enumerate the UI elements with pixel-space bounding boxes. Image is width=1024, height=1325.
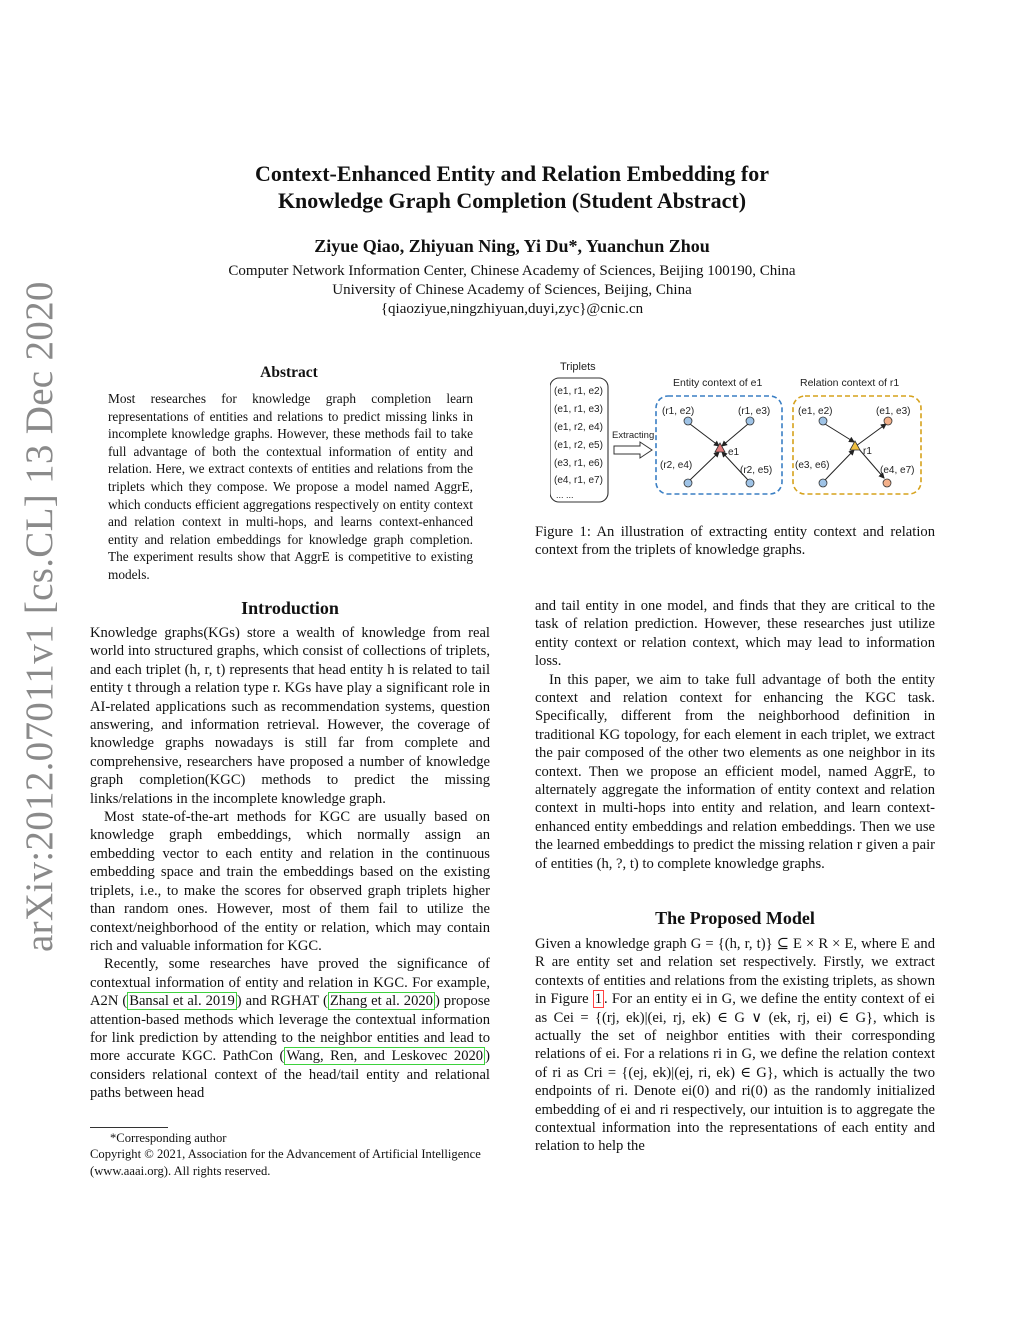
entity-node-1 — [684, 417, 692, 425]
relation-node-label-2: (e1, e3) — [876, 406, 911, 417]
edge-e1-2 — [722, 424, 748, 446]
citation-wang-2020[interactable]: Wang, Ren, and Leskovec 2020 — [286, 1048, 484, 1065]
footnote-rule — [90, 1127, 168, 1128]
edge-r1-1 — [825, 424, 854, 442]
title-line-2: Knowledge Graph Completion (Student Abstract) — [277, 188, 747, 213]
right-column-intro — [535, 597, 935, 873]
extracting-label: Extracting — [612, 430, 655, 441]
citation-zhang-2020[interactable]: Zhang et al. 2020 — [329, 993, 433, 1010]
arxiv-stamp: arXiv:2012.07011v1 [cs.CL] 13 Dec 2020 — [18, 281, 61, 952]
right-paragraph-1: and tail entity in one model, and finds that they are critical to the task of relation prediction. However, these researches just utilize entity context or relation context, which may lead to information loss. — [535, 598, 935, 670]
figure-1 — [550, 356, 945, 506]
entity-node-4 — [746, 479, 754, 487]
intro-paragraph-3 — [90, 955, 490, 1102]
copyright-notice: Copyright © 2021, Association for the Advancement of Artificial Intelligence (www.aaai.org). All rights reserved. — [90, 1147, 481, 1178]
affiliations — [0, 262, 1024, 319]
arxiv-stamp-wrapper — [14, 281, 66, 952]
triplet-4: (e1, r2, e5) — [554, 440, 603, 451]
triplet-5: (e3, r1, e6) — [554, 458, 603, 469]
intro-p3-part-c: ) propose attention-based methods which leverage the contextual information for link prediction by attending to the neighbor entities and lead to more accurate KGC. PathCon ( — [90, 993, 491, 1065]
intro-paragraph-1: Knowledge graphs(KGs) store a wealth of knowledge from real world into structured graphs, which consist of collections of triplets, and each triplet (h, r, t) represents that head entity h is related to tail entity t through a relation type r. KGs have play a significant role in AI-related applications such as recommendation systems, question answering, and information retrieval. However, the coverage of knowledge graphs nowadays is still far from complete and comprehensive, researchers have proposed a number of knowledge graph completion(KGC) methods to predict the missing links/relations in the incomplete knowledge graph. — [90, 625, 490, 807]
relation-node-2 — [884, 417, 892, 425]
author-list: Ziyue Qiao, Zhiyuan Ning, Yi Du*, Yuanchun Zhou — [314, 236, 710, 256]
entity-node-label-2: (r1, e3) — [738, 406, 771, 417]
edge-e1-3 — [690, 452, 719, 480]
intro-p3-part-b: ) and RGHAT ( — [236, 993, 328, 1010]
paper-title — [0, 160, 1024, 214]
figure-1-reference[interactable]: 1 — [594, 991, 603, 1008]
affiliation-1: Computer Network Information Center, Chinese Academy of Sciences, Beijing 100190, China — [228, 263, 796, 279]
introduction-heading: Introduction — [241, 598, 339, 618]
citation-bansal-2019[interactable]: Bansal et al. 2019 — [129, 993, 235, 1010]
affiliation-2: University of Chinese Academy of Sciences, Beijing, China — [332, 282, 692, 298]
relation-context-title: Relation context of r1 — [800, 377, 900, 389]
model-part-1: Given a knowledge graph G = {(h, r, t)} ⊆ E × R × E, where E and R are entity set and relation set respectively. Firstly, we extract contexts of entities and relations from the existing triplets, as shown in Figure — [535, 936, 935, 1008]
relation-center-node — [850, 441, 860, 450]
corresponding-author-note: *Corresponding author — [110, 1131, 227, 1145]
intro-p3-part-a: Recently, some researches have proved the significance of contextual information of entity and relation in KGC. For example, A2N ( — [90, 956, 490, 1010]
title-line-1: Context-Enhanced Entity and Relation Embedding for — [254, 161, 769, 186]
intro-p3-part-d: ) considers relational context of the head/tail entity and relational paths between head — [90, 1048, 490, 1102]
triplet-1: (e1, r1, e2) — [554, 386, 603, 397]
proposed-model-heading: The Proposed Model — [655, 908, 815, 928]
entity-context-title: Entity context of e1 — [673, 377, 763, 389]
relation-node-label-1: (e1, e2) — [798, 406, 833, 417]
entity-context-graph — [660, 406, 772, 487]
relation-node-4 — [883, 479, 891, 487]
edge-r1-2 — [856, 424, 886, 446]
author-emails: {qiaoziyue,ningzhiyuan,duyi,zyc}@cnic.cn — [380, 301, 644, 317]
extracting-arrow-icon — [614, 442, 652, 458]
relation-center-label: r1 — [863, 446, 872, 457]
entity-node-3 — [684, 479, 692, 487]
triplet-3: (e1, r2, e4) — [554, 422, 603, 433]
entity-node-label-4: (r2, e5) — [740, 465, 773, 476]
abstract-text: Most researches for knowledge graph completion learn representations of entities and relations to predict missing links in incomplete knowledge graphs. However, these methods fail to take full advantage of both the contextual information of entity and relation. Here, we extract contexts of entities and relations from the triplets which they compose. We propose a model named AggrE, which conducts efficient aggregations respectively on entity context and relation context in multi-hops, and learns context-enhanced entity and relation embeddings for knowledge graph completion. The experiment results show that AggrE is competitive to existing models. — [108, 391, 473, 582]
model-part-2: . For an entity ei in G, we define the entity context of ei as Cei = {(rj, ek)|(ei, rj, ek) ∈ G ∨ (ek, rj, ei) ∈ G}, which is actually the set of neighbor entities with their corresponding relations of ei. For a relations ri in G, we define the relation context of ri as Cri = {(ej, ek)|(ej, ri, ek) ∈ G}, which is actually the two endpoints of ri. Denote ei(0) and ri(0) as the randomly initialized embedding of ei and ri respectively, our intuition is to aggregate the contextual information into the representations of each entity and relation to help the — [535, 991, 935, 1155]
relation-node-1 — [819, 417, 827, 425]
relation-context-graph — [795, 406, 914, 487]
triplets-label: Triplets — [560, 361, 596, 373]
entity-node-label-1: (r1, e2) — [662, 406, 695, 417]
right-paragraph-2: In this paper, we aim to take full advantage of both the entity context and relation context for enhancing the KGC task. Specifically, different from the neighborhood definition in traditional KG topology, for each element in each triplet, we extract the pair composed of the other two elements as one neighbor in its context. Then we propose an efficient model, named AggrE, to alternately aggregate the information of entity context and relation context in multi-hops into entity and relation, and learn context-enhanced entity embeddings and relation embeddings. Then we use the learned embeddings to predict the missing relation r given a pair of entities (h, ?, t) to complete knowledge graphs. — [535, 671, 935, 872]
edge-e1-1 — [690, 424, 719, 446]
footnote-block — [90, 1130, 490, 1179]
triplet-2: (e1, r1, e3) — [554, 404, 603, 415]
introduction-body — [90, 624, 490, 1103]
model-paragraph — [535, 935, 935, 1156]
relation-node-label-3: (e3, e6) — [795, 460, 830, 471]
intro-paragraph-2: Most state-of-the-art methods for KGC are usually based on knowledge graph embeddings, which normally assign an embedding vector to each entity and relation in the continuous embedding space and train the embeddings based on the existing triplets, i.e., to make the scores for observed graph triplets higher than random ones. However, most of them fail to utilize the context/neighborhood of the entity or relation, which may contain rich and valuable information for KGC. — [90, 809, 490, 954]
proposed-model-body — [535, 935, 935, 1156]
entity-center-label: e1 — [728, 447, 740, 458]
relation-node-3 — [819, 479, 827, 487]
triplet-ellipsis: ... ... — [556, 490, 574, 500]
relation-node-label-4: (e4, e7) — [880, 465, 915, 476]
abstract-heading: Abstract — [260, 364, 318, 381]
entity-node-2 — [746, 417, 754, 425]
entity-node-label-3: (r2, e4) — [660, 460, 693, 471]
triplet-6: (e4, r1, e7) — [554, 475, 603, 486]
figure-1-caption: Figure 1: An illustration of extracting entity context and relation context from the triplets of knowledge graphs. — [535, 524, 935, 559]
